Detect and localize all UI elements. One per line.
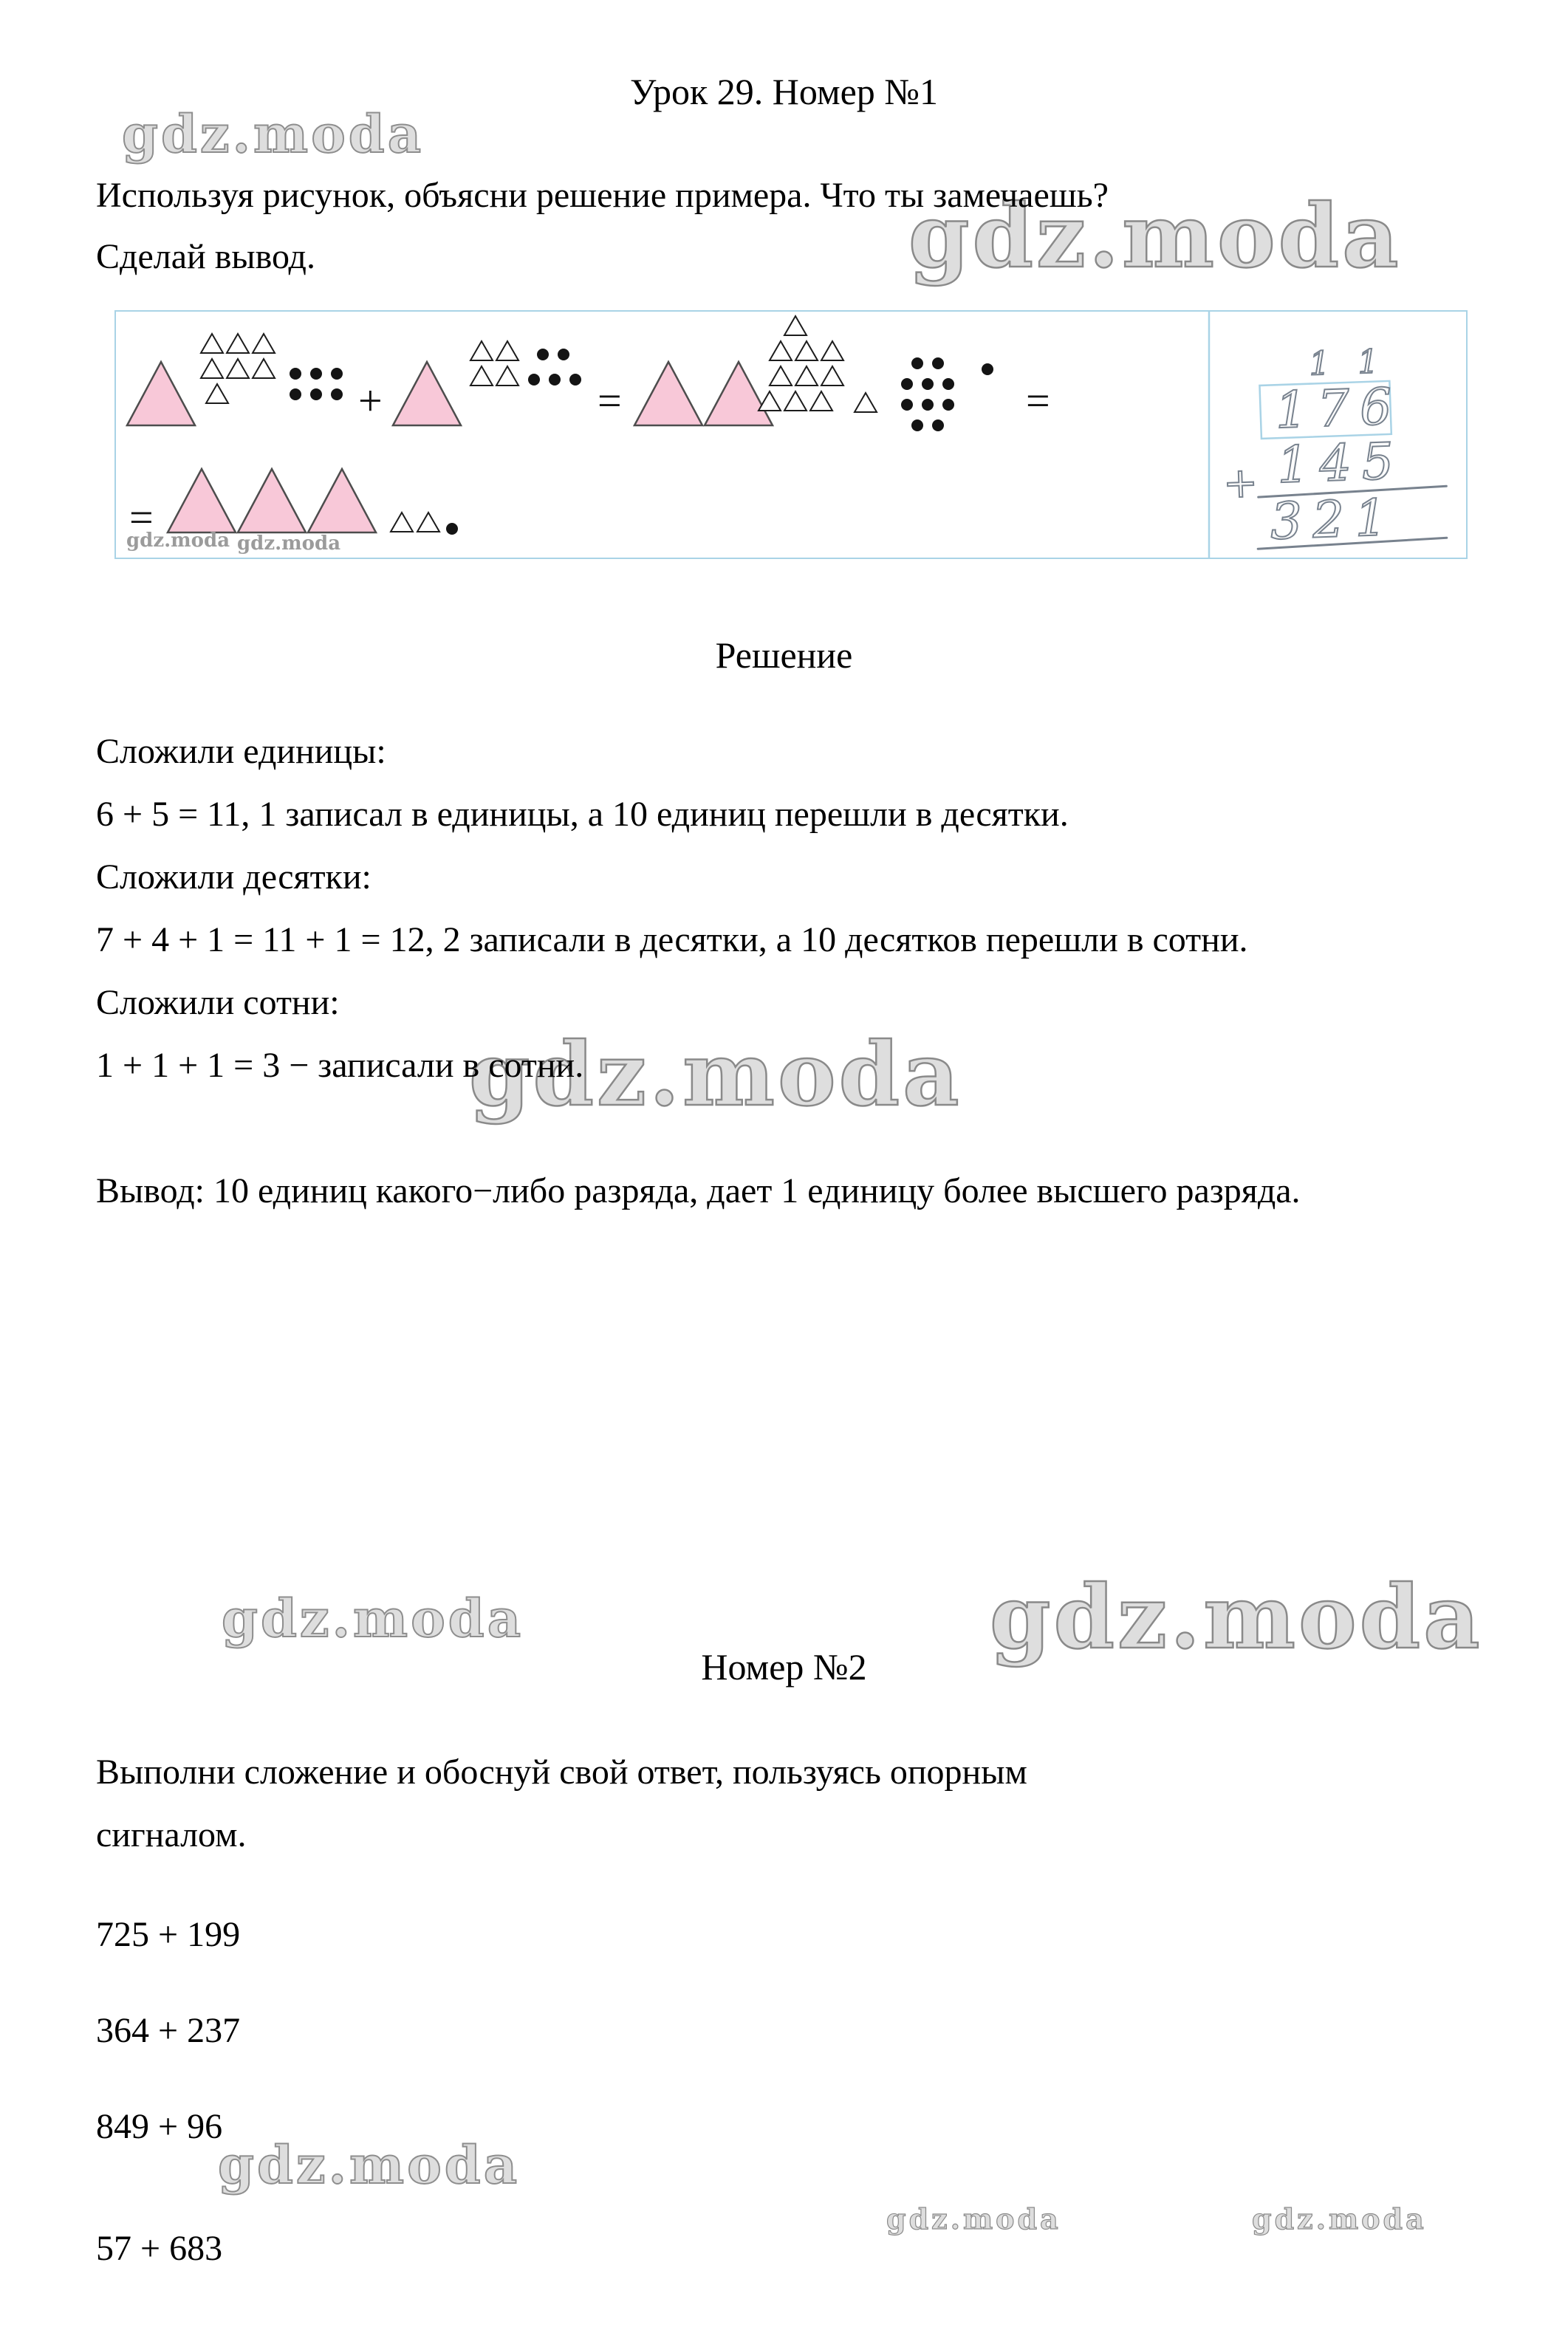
addend2-ones-dots — [528, 349, 581, 386]
intro-line-1: Используя рисунок, объясни решение примера. Что ты замечаешь? — [96, 176, 1109, 215]
regrouped-tens-triangles — [759, 316, 877, 412]
hundreds-triangle — [127, 362, 195, 425]
task2-instruction: Выполни сложение и обоснуй свой ответ, пользуясь опорным сигналом. — [96, 1752, 1027, 1854]
equals-sign: = — [129, 493, 154, 541]
column-addition — [1219, 340, 1448, 552]
regrouped-ones-dots — [901, 357, 993, 431]
solution-line: Сложили единицы: — [96, 732, 386, 771]
solution-heading: Решение — [715, 634, 853, 676]
task2-problem-1: 725 + 199 — [96, 1915, 241, 1954]
task2-problem-4: 57 + 683 — [96, 2229, 223, 2268]
plus-sign: + — [358, 377, 383, 425]
addend1-ones-dots — [290, 368, 343, 400]
column-plus-sign: + — [1222, 459, 1259, 508]
carry-digits: 1 1 — [1308, 342, 1389, 383]
hundreds-triangle — [168, 469, 236, 532]
watermark-bottom-1: gdz.moda — [886, 2202, 1061, 2235]
watermark-bottom-2: gdz.moda — [1252, 2202, 1427, 2235]
watermark-task2-right: gdz.moda — [990, 1566, 1483, 1668]
addend2-tens-triangles — [470, 341, 518, 386]
hundreds-triangle — [393, 362, 461, 425]
column-addend1: 176 — [1274, 377, 1403, 441]
solution-line: 7 + 4 + 1 = 11 + 1 = 12, 2 записали в десятки, а 10 десятков перешли в сотни. — [96, 920, 1248, 959]
figure-canvas — [116, 312, 1466, 558]
solution-line: 6 + 5 = 11, 1 записал в единицы, а 10 единиц перешли в десятки. — [96, 795, 1069, 834]
hundreds-triangle — [308, 469, 376, 532]
watermark-figure-2: gdz.moda — [237, 532, 341, 555]
intro-line-2: Сделай вывод. — [96, 237, 315, 276]
task2-problem-3: 849 + 96 — [96, 2107, 223, 2146]
watermark-top-left: gdz.moda — [122, 103, 425, 165]
watermark-intro-right: gdz.moda — [908, 185, 1402, 287]
solution-line: Сложили сотни: — [96, 983, 340, 1022]
solution-line: 1 + 1 + 1 = 3 − записали в сотни. — [96, 1046, 584, 1085]
addend2-group — [393, 341, 581, 425]
regrouped-group — [634, 316, 993, 431]
equals-sign: = — [1026, 377, 1050, 425]
tens-triangle — [391, 513, 413, 532]
solution-line: Сложили десятки: — [96, 857, 372, 897]
watermark-task2-left: gdz.moda — [222, 1588, 524, 1649]
ones-dot — [446, 523, 458, 535]
page-title: Урок 29. Номер №1 — [630, 71, 938, 112]
hundreds-triangle — [634, 362, 702, 425]
hundreds-triangle — [238, 469, 306, 532]
watermark-figure-1: gdz.moda — [126, 530, 230, 552]
addend1-group — [127, 334, 343, 425]
figure-illustration — [114, 310, 1468, 559]
addend1-tens-triangles — [201, 334, 275, 403]
column-addend2: 145 — [1276, 432, 1406, 496]
solution-conclusion: Вывод: 10 единиц какого−либо разряда, дает 1 единицу более высшего разряда. — [96, 1171, 1301, 1210]
watermark-problems-left: gdz.moda — [218, 2134, 521, 2196]
task2-heading: Номер №2 — [701, 1646, 867, 1688]
column-sum: 321 — [1269, 488, 1398, 552]
solution-block — [96, 720, 1425, 1222]
hundreds-triangle — [705, 362, 773, 425]
watermark-solution-center: gdz.moda — [469, 1023, 962, 1125]
task2-problem-2: 364 + 237 — [96, 2011, 241, 2050]
equals-sign: = — [598, 377, 622, 425]
tens-triangle — [417, 513, 439, 532]
